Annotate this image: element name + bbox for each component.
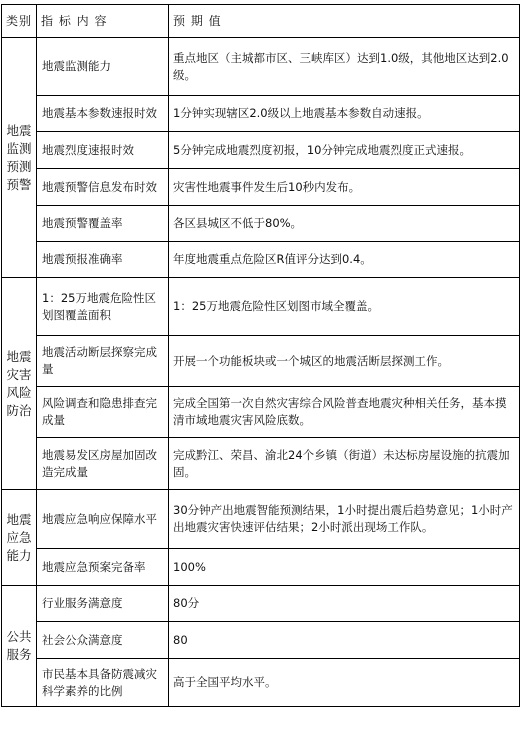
table-row xyxy=(2,278,520,336)
table-row xyxy=(2,387,520,438)
category-cell xyxy=(2,278,37,490)
table-row xyxy=(2,586,520,622)
value-cell: 完成全国第一次自然灾害综合风险普查地震灾种相关任务，基本摸清市域地震灾害风险底数。 xyxy=(169,387,520,438)
table-row xyxy=(2,490,520,549)
value-cell: 年度地震重点危险区R值评分达到0.4。 xyxy=(169,242,520,278)
table-row xyxy=(2,38,520,96)
indicator-cell: 行业服务满意度 xyxy=(37,586,169,622)
category-cell xyxy=(2,490,37,586)
indicator-cell: 地震预报准确率 xyxy=(37,242,169,278)
indicator-cell: 市民基本具备防震减灾科学素养的比例 xyxy=(37,659,169,707)
value-cell: 80分 xyxy=(169,586,520,622)
value-cell: 1：25万地震危险性区划图市域全覆盖。 xyxy=(169,278,520,336)
value-cell: 高于全国平均水平。 xyxy=(169,659,520,707)
category-text: 地震 xyxy=(6,122,32,138)
header-indicator: 指 标 内 容 xyxy=(37,5,169,38)
value-cell: 各区县城区不低于80%。 xyxy=(169,206,520,242)
header-expected-value: 预 期 值 xyxy=(169,5,520,38)
value-cell: 100% xyxy=(169,549,520,586)
value-cell: 开展一个功能板块或一个城区的地震活断层探测工作。 xyxy=(169,336,520,387)
value-cell: 灾害性地震事件发生后10秒内发布。 xyxy=(169,169,520,206)
value-cell: 5分钟完成地震烈度初报，10分钟完成地震烈度正式速报。 xyxy=(169,132,520,169)
table-row xyxy=(2,622,520,659)
category-text: 监测 xyxy=(6,140,32,156)
table-row xyxy=(2,96,520,132)
category-text: 能力 xyxy=(6,547,32,563)
indicator-cell: 地震活动断层探察完成量 xyxy=(37,336,169,387)
table-row xyxy=(2,242,520,278)
table-row xyxy=(2,549,520,586)
table-row xyxy=(2,659,520,707)
table-row xyxy=(2,336,520,387)
indicator-cell: 社会公众满意度 xyxy=(37,622,169,659)
table-row xyxy=(2,132,520,169)
category-text: 地震 xyxy=(6,511,32,527)
indicator-cell: 地震预警覆盖率 xyxy=(37,206,169,242)
category-text: 预警 xyxy=(6,176,32,192)
indicator-cell: 地震预警信息发布时效 xyxy=(37,169,169,206)
category-cell xyxy=(2,38,37,278)
category-text: 公共 xyxy=(6,629,32,644)
header-category: 类别 xyxy=(2,5,37,38)
category-text: 应急 xyxy=(6,529,32,545)
indicator-cell: 地震易发区房屋加固改造完成量 xyxy=(37,438,169,490)
indicator-cell: 风险调查和隐患排查完成量 xyxy=(37,387,169,438)
category-text: 地震 xyxy=(6,348,32,364)
category-text: 服务 xyxy=(6,647,32,662)
category-text: 预测 xyxy=(6,158,32,174)
value-cell: 80 xyxy=(169,622,520,659)
indicator-cell: 1：25万地震危险性区划图覆盖面积 xyxy=(37,278,169,336)
indicator-cell: 地震应急响应保障水平 xyxy=(37,490,169,549)
value-cell: 完成黔江、荣昌、渝北24个乡镇（街道）未达标房屋设施的抗震加固。 xyxy=(169,438,520,490)
value-cell: 重点地区（主城都市区、三峡库区）达到1.0级，其他地区达到2.0级。 xyxy=(169,38,520,96)
indicator-cell: 地震应急预案完备率 xyxy=(37,549,169,586)
value-cell: 1分钟实现辖区2.0级以上地震基本参数自动速报。 xyxy=(169,96,520,132)
table-row xyxy=(2,206,520,242)
table-row xyxy=(2,169,520,206)
indicator-table xyxy=(1,4,520,707)
category-text: 防治 xyxy=(6,402,32,418)
category-text: 风险 xyxy=(6,384,32,400)
table-row xyxy=(2,438,520,490)
table-header-row xyxy=(2,5,520,38)
indicator-cell: 地震烈度速报时效 xyxy=(37,132,169,169)
category-cell xyxy=(2,586,37,707)
indicator-cell: 地震基本参数速报时效 xyxy=(37,96,169,132)
indicator-cell: 地震监测能力 xyxy=(37,38,169,96)
category-text: 灾害 xyxy=(6,366,32,382)
value-cell: 30分钟产出地震智能预测结果，1小时提出震后趋势意见；1小时产出地震灾害快速评估结果；2小时派出现场工作队。 xyxy=(169,490,520,549)
